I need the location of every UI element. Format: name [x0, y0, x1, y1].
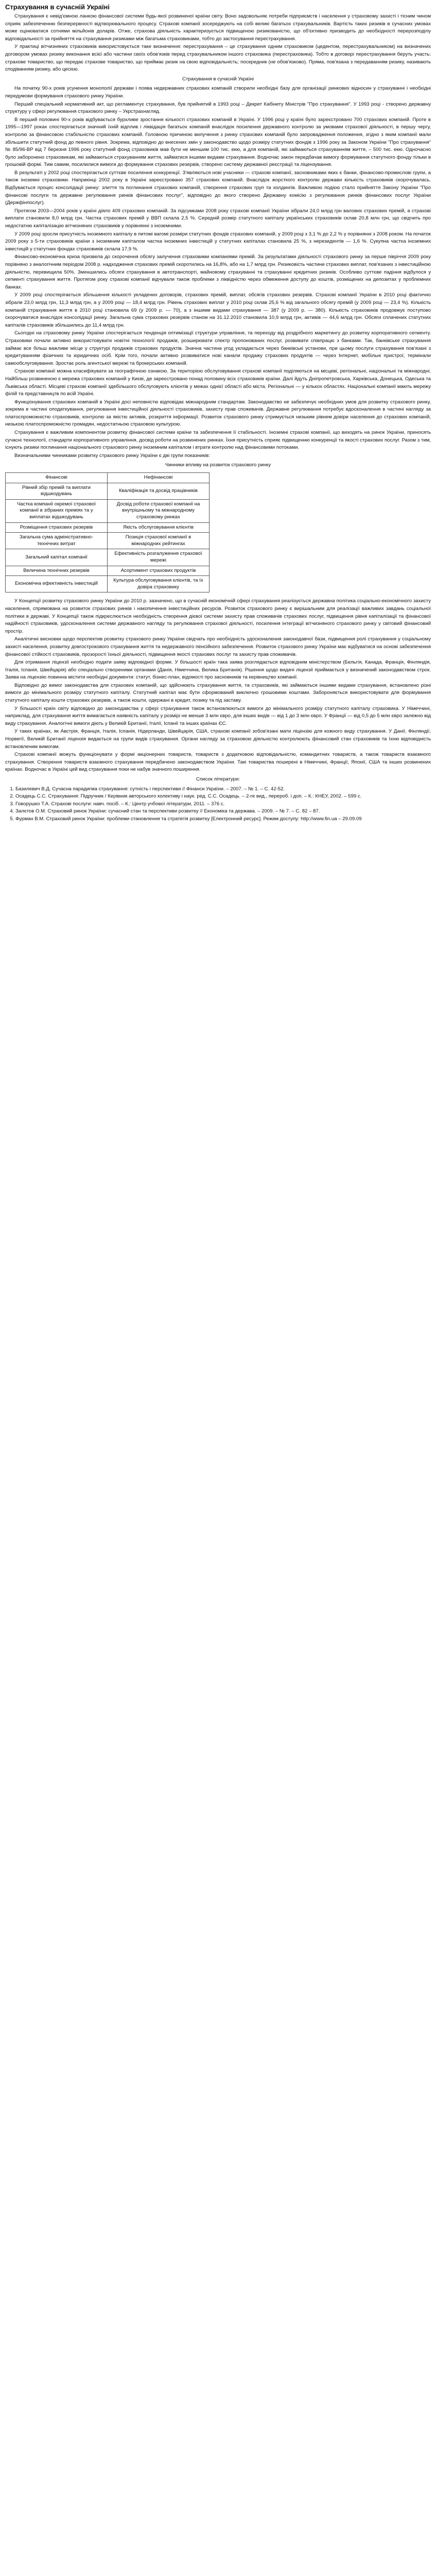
table-cell: Якість обслуговування клієнтів [108, 522, 210, 533]
table-cell: Культура обслуговування клієнтів, та їх довіра страховику [108, 576, 210, 592]
closing-paragraph: Відповідно до вимог законодавства для страхових компаній, що здійснюють страхування життя, та страховиків, які займаються іншими видами страхування, встановлено різні вимоги до мінімального розміру статутного капіталу. Статутний капітал має бути сформований виключно грошовими коштами. Забороняється використовувати для формування статутного капіталу кошти страхових резервів, а також кошти, одержані в кредит, позику та під заставу. [5, 682, 431, 704]
table-cell: Досвід роботи страхової компанії на внутрішньому та міжнародному страховому ринках [108, 499, 210, 522]
table-cell: Частка компанії окремої страхової компанії в зібраних преміях та у виплатах відшкодувань [6, 499, 108, 522]
table-cell: Ефективність розгалуження страхової мережі [108, 549, 210, 566]
closing-paragraph: Аналітичні висновки щодо перспектив розвитку страхового ринку України свідчать про необхідність удосконалення законодавчої бази, підвищення ролі страхування у соціальному захисті населення, розвитку довгострокового страхування життя та недержавного пенсійного забезпечення. Розвиток страхового ринку України має відбуватися на основі забезпечення фінансової стійкості страховиків, прозорості їхньої діяльності, підвищення якості страхових послуг та захисту прав споживачів. [5, 636, 431, 657]
body-paragraph: Протягом 2003—2004 років у країні діяло 409 страхових компаній. За підсумками 2008 року страхові компанії України зібрали 24,0 млрд грн валових страхових премій, а страхові виплати становили 8,0 млрд грн. Частка страхових премій у ВВП склала 2,5 %. Середній розмір статутного капіталу українських страховиків склав 20,8 млн грн, що свідчить про недостатню капіталізацію вітчизняних страховиків у порівнянні з іноземними. [5, 208, 431, 229]
body-paragraph: Фінансово-економічна криза призвела до скорочення обсягу залучення страховими компаніями премій. За результатами діяльності страхового ринку за перше півріччя 2009 року порівняно з аналогічним періодом 2008 р. надходження страхових премій скоротились на 16,8%, або на 1,7 млрд грн. Ризиковість частини страхових виплат, пов'язаних з інвестиційною діяльністю, перевищила 50%. Зменшились обсяги страхування в автотранспорті, майновому страхуванні та страхуванні кредитних ризиків. Особливо суттєве падіння відбулося у сегменті страхування життя. Протягом року страхові компанії відчували також проблеми з ліквідністю через обмеження доступу до коштів, розміщених на депозитах у проблемних банках. [5, 254, 431, 290]
reference-item: 5. Фурман В.М. Страховий ринок України: проблеми становлення та стратегія розвитку [Електронний ресурс]. Режим доступу: http://www.fin.ua – 29.09.09 [15, 816, 431, 823]
table-header-row [6, 473, 210, 483]
reference-item: 4. Залєтов О.М. Страховий ринок України: сучасний стан та перспективи розвитку // Економіка та держава. – 2009. – № 7. – С. 82 – 87. [15, 808, 431, 815]
table-row [6, 533, 210, 549]
table-cell: Величина технічних резервів [6, 566, 108, 576]
table-cell: Асортимент страхових продуктів [108, 566, 210, 576]
table-cell: Позиція страхової компанії в міжнародних рейтингах [108, 533, 210, 549]
references-heading: Список літератури: [196, 776, 240, 782]
body-paragraph: В перший половині 90-х років відбувається бурхливе зростання кількості страхових компаній в Україні. У 1996 році у країні було зареєстровано 700 страхових компаній. Проте в 1995—1997 роках спостерігається значний їхній відплив і ліквідація багатьох компаній внаслідок посилення державного контролю за умовами страхової діяльності, в першу чергу, контролю за фінансовою стабільністю страхових компаній. Головною причиною вилучення з ринку страхових компаній було запровадження положення, згідно з яким компанії мали збільшити статутний фонд до певного рівня. Зокрема, відповідно до внесених змін у законодавство щодо розміру статутних фондів з 1996 року за Законом України "Про страхування" № 85/96-ВР від 7 березня 1996 року статутний фонд страховиків мав бути не меншим 100 тис. екю, а для компаній, які займаються страхуванням життя, – 500 тис. екю. Одночасно було заборонено страховикам, які займаються страхуванням життя, займатися іншими видами страхування. Водночас закон передбачав вимогу формування статутного фонду тільки в грошовій формі. Тим самим, посилилися вимоги до формування страхових резервів, створено систему державної реєстрації та ліцензування. [5, 116, 431, 168]
closing-paragraph: У таких країнах, як Австрія, Франція, Італія, Іспанія, Нідерланди, Швейцарія, США, страхові компанії зобов'язані мати ліцензію для кожного виду страхування. У Данії, Фінляндії, Норвегії, Великій Британії ліцензія видається на групи видів страхування. Органи нагляду за страховою діяльністю контролюють фінансовий стан страховиків та їхню відповідність встановленим вимогам. [5, 728, 431, 750]
body-paragraph: Страхові компанії можна класифікувати за географічною ознакою. За територією обслуговування страхові компанії поділяються на місцеві, регіональні, національні та міжнародні. Найбільш розвиненою є мережа страхових компаній у Києві, де зареєстровано понад половину всіх страховиків країни. Далі йдуть Дніпропетровська, Харківська, Донецька, Одеська та Львівська області. Місцеві страхові компанії здебільшого обслуговують клієнтів у межах однієї області або міста. Регіональні — у кількох областях. Національні компанії мають мережу філій та представництв по всій Україні. [5, 368, 431, 397]
table-header-cell: Фінансові [6, 473, 108, 483]
reference-item: 3. Говорушко Т.А. Страхові послуги: навч. посіб. – К.: Центр учбової літератури, 2011. – 376 с. [15, 801, 431, 808]
body-paragraph: Визначальними чинниками розвитку страхового ринку України є дві групи показників: [14, 452, 210, 459]
factors-table [5, 472, 210, 592]
section-heading: Страхування в сучасній Україні [182, 76, 254, 82]
document-page [0, 0, 436, 828]
body-paragraph: Функціонування страхових компаній в Україні досі неповністю відповідає міжнародним стандартам. Законодавство не забезпечує необхідних умов для розвитку страхового ринку, зокрема в частині оподаткування, регулювання інвестиційної діяльності страховиків, захисту прав споживачів. Державне регулювання потребує вдосконалення в частині нагляду за платоспроможністю страховиків, контролю за якістю активів, розкриття інформації. Розвиток страхового ринку стримується низьким рівнем довіри населення до страхових компаній, низькою платоспроможністю громадян, недостатньою страховою культурою. [5, 399, 431, 428]
table-caption: Чинники впливу на розвиток страхового ринку [165, 462, 271, 468]
table-row [6, 499, 210, 522]
body-paragraph: У 2009 році зросли присутність іноземного капіталу в питомі вагомі розміри статутних фондів страхових компаній, у 2009 році з 3,1 % до 2,2 % у порівнянні з 2008 роком. На початок 2009 року з 5-ти страховиків країни з іноземним капіталом частка іноземних інвестицій у статутних капіталах становила 25 %, з нерезидентів — 1,6 %. Сукупна частка іноземних інвестицій у статутних фондах страховиків склала 17,9 %. [5, 231, 431, 252]
reference-item: 2. Осадець С.С. Страхування: Підручник / Керівник авторського колективу і наук. ред. С.С. Осадець. – 2-ге вид., перероб. і доп. – К.: КНЕУ, 2002. – 599 с. [15, 793, 431, 800]
intro-paragraph-1: Страхування є невід'ємною ланкою фінансової системи будь-якої розвиненої країни світу. Воно задовольняє потреби підприємств і населення у страховому захисті і тісним чином сприяє забезпеченню безперервності відтворювального процесу. Страхові компанії зосереджують на собі великі багатьох страхувальників. Вартість таких ризиків в сучасних умовах може оцінюватися сотнями мільйонів доларів. Отже, страхова діяльність характеризується підвищеною ризикованістю, що об'єктивно призводить до необхідності перерозподілу відповідальності за прийняття на страхування ризиками між багатьма страховиками, тобто до застосування перестрахування. [5, 13, 431, 42]
body-paragraph: У 2009 році спостерігається збільшення кількості укладених договорів, страхових премій, виплат, обсягів страхових резервів. Страхові компанії України в 2010 році фактично зібрали 23,0 млрд грн, 11,3 млрд грн, а у 2009 році — 18,4 млрд грн. Рівень страхових виплат у 2010 році склав 25,6 % від загального обсягу премій (у 2009 році — 23,4 %). Кількість компаній страхування життя в 2010 році становила 69 (у 2009 р. — 70), а з іншими видами страхування — 387 (у 2009 р. — 380). Кількість страховиків продовжує поступово скорочуватися внаслідок консолідації ринку. Загальна сума страхових резервів станом на 31.12.2010 становила 10,9 млрд грн, активів — 44,6 млрд грн. Обсяги сплачених статутних капіталів страховиків збільшились до 11,4 млрд грн. [5, 292, 431, 328]
closing-paragraph: Страхові компанії можуть функціонувати у формі акціонерних товариств, товариств з додатковою відповідальністю, командитних товариств, а також товариств взаємного страхування. Створення товариств взаємного страхування передбачено законодавством України. Такі товариства поширені в Німеччині, Франції, Японії, США та інших розвинених країнах. Водночас в Україні цей вид страхування поки не набув значного поширення. [5, 752, 431, 773]
table-row [6, 566, 210, 576]
table-cell: Економічна ефективність інвестицій [6, 576, 108, 592]
intro-paragraph-2: У практиці вітчизняних страховиків використовується таке визначення: перестрахування – це страхування одним страховиком (цедентом, перестрахувальником) на визначених договором умовах ризику виконання всієї або частини своїх обов'язків перед страхувальником іншого страховика (перестраховика). Тобто в договорі перестрахування беруть участь: страхове товариство, що передає страхове товариство, що приймає ризик на свою відповідальність; посередник (не обов'язково). Пряма, пов'язана з передаванням ризику, називають сподіванням ризику, або цесією. [5, 44, 431, 73]
table-header-cell: Нефінансові [108, 473, 210, 483]
body-paragraph: Страхування є важливим компонентом розвитку фінансової системи країни та забезпечення її стабільності. Іноземні страхові компанії, що виходять на ринок України, приносять сучасні технології, стандарти корпоративного управління, досвід роботи на розвинених ринках. Їхня присутність сприяє підвищенню конкуренції та якості страхових послуг. Разом з тим, існують ризики поглинання національного страхового ринку іноземним капіталом і втрати контролю над фінансовими потоками. [5, 430, 431, 451]
closing-paragraph: У більшості країн світу відповідно до законодавства у сфері страхування також встановлюються вимоги до мінімального розміру статутного капіталу страховика. У Німеччині, наприклад, для страхування життя вимагається наявність капіталу у розмірі не менше 3 млн євро, для інших видів — від 1 до 3 млн євро. У Франції — від 0,5 до 5 млн євро залежно від виду страхування. Аналогічні вимоги діють у Великій Британії, Італії, Іспанії та інших країнах ЄС. [5, 705, 431, 726]
table-cell: Розміщення страхових резервів [6, 522, 108, 533]
table-cell: Кваліфікація та досвід працівників [108, 483, 210, 499]
table-row [6, 522, 210, 533]
table-row [6, 576, 210, 592]
body-paragraph: Сьогодні на страховому ринку України спостерігається тенденція оптимізації структури управління, та переходу від роздрібного маркетингу до розвитку корпоративного сегменту. Страховики почали активно використовувати новітні технології продажів, розширювати спектр пропонованих послуг, розвивати співпрацю з банками. Так, банківське страхування займає все більш важливе місце у структурі продажів страхових продуктів. Значна частина угод укладається через банківські установи, при цьому послуги страхування пов'язані з кредитуванням фізичних та юридичних осіб. Крім того, почали активно розвиватися нові канали продажу страхових продуктів — через Інтернет, мобільні пристрої, термінали самообслуговування. Зростає роль агентської мережі та брокерських компаній. [5, 330, 431, 366]
document-title: Страхування в сучасній Україні [5, 3, 110, 11]
reference-item: 1. Базилевич В.Д. Сучасна парадигма страхування: сутність і перспективи // Фінанси України. – 2007. – № 1. – С. 42-52. [15, 786, 431, 793]
table-cell: Загальна сума адміністративно-технічних витрат [6, 533, 108, 549]
closing-paragraph: У Концепції розвитку страхового ринку України до 2010 р. зазначено, що в сучасній економічній сфері страхування реалізується державна політика соціально-економічного захисту населення, спрямована на розвиток страхових ринків і накопичення інвестиційних ресурсів. Розвиток страхового ринку є вирішальним для реалізації важливих завдань соціальної політики в державі. У Концепції також підкреслюється необхідність створення дієвої системи захисту прав споживачів страхових послуг, підвищення рівня капіталізації та фінансової надійності страховиків, удосконалення системи державного нагляду та регулювання страхової діяльності, посилення інтеграції вітчизняного страхового ринку у світовий фінансовий простір. [5, 598, 431, 634]
references-list [5, 786, 431, 823]
table-cell: Загальний капітал компанії [6, 549, 108, 566]
body-paragraph: В результаті у 2002 році спостерігається суттєве посилення конкуренції. З'являються нові учасники — страхові компанії, засновниками яких є банки, фінансово-промислові групи, а також іноземні страховики. Наприкінці 2002 року в Україні зареєстровано 357 страхових компаній. Внаслідок жорсткого контролю держави кількість страховиків скорочувалась. Відбувається процес консолідації ринку: злиття та поглинання страхових компаній, створення страхових груп та холдингів. Важливою подією стало прийняття Закону України "Про фінансові послуги та державне регулювання ринків фінансових послуг", відповідно до якого створено Державну комісію з регулювання ринків фінансових послуг України (Держфінпослуг). [5, 170, 431, 206]
table-cell: Рівний збір премій та виплати відшкодувань [6, 483, 108, 499]
closing-paragraph: Для отримання ліцензії необхідно подати заяву відповідної форми. У більшості країн така заява розглядається відповідним міністерством (Бельгія, Канада, Франція, Фінляндія, Італія, Іспанія, Швейцарія) або спеціально створеними органами (Данія, Німеччина, Велика Британія). Рішення щодо видачі ліцензії приймається у визначений законодавством строк. Заява на ліцензію повинна містити необхідні документи: статут, бізнес-план, відомості про засновників та керівництво компанії. [5, 659, 431, 681]
table-row [6, 549, 210, 566]
body-paragraph: На початку 90-х років усунення монополії держави і поява недержавних страхових компаній створили необхідні базу для організації ринкових відносин у страхуванні і необхідні передумови формування страхового ринку України. [5, 86, 431, 99]
body-paragraph: Перший спеціальний нормативний акт, що регламентує страхування, був прийнятий в 1993 році – Декрет Кабінету Міністрів "Про страхування". У 1993 році - створено державну структуру у сфері регулювання страхового ринку – Укрстрахнагляд. [5, 101, 431, 115]
table-row [6, 483, 210, 499]
